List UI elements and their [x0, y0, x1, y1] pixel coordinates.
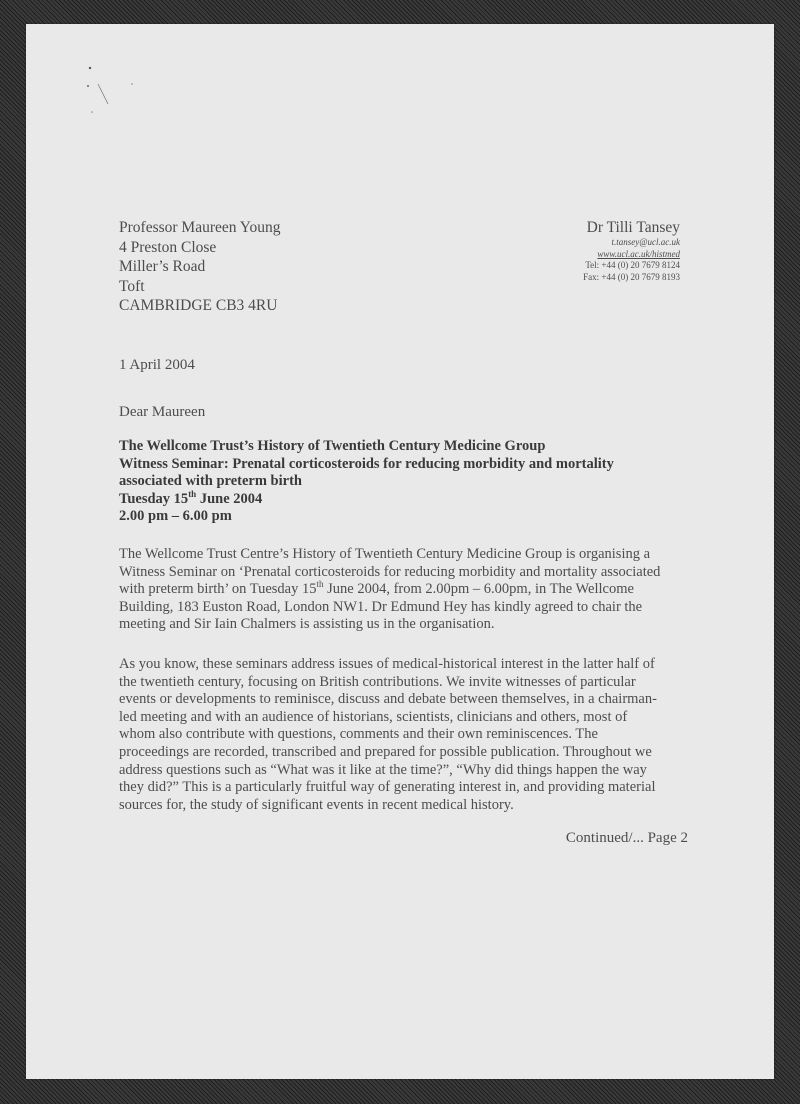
recipient-road: Miller’s Road: [119, 258, 206, 275]
recipient-street: 4 Preston Close: [119, 238, 217, 256]
paragraph-1-text: June 2004, from 2.00pm – 6.00pm, in The Wellcome: [323, 581, 634, 598]
salutation: Dear Maureen: [119, 404, 206, 420]
paragraph-2-line: they did?” This is a particularly fruitful way of generating interest in, and providing material: [119, 779, 656, 796]
paragraph-1-text: with preterm birth’ on Tuesday 15: [119, 581, 317, 598]
paragraph-2-line: the twentieth century, focusing on British contributions. We invite witnesses of particular: [119, 673, 636, 690]
subject-line-3: associated with preterm birth: [119, 473, 302, 489]
paragraph-1-line: Witness Seminar on ‘Prenatal corticosteroids for reducing morbidity and mortality associated: [119, 563, 661, 580]
subject-line-5: 2.00 pm – 6.00 pm: [119, 508, 232, 524]
paragraph-2: [119, 656, 694, 814]
subject-date-suffix: th: [188, 488, 197, 499]
letter-page: [26, 24, 774, 1079]
subject-line-2: Witness Seminar: Prenatal corticosteroids for reducing morbidity and mortality: [119, 455, 614, 472]
sender-website: www.ucl.ac.uk/histmed: [597, 248, 680, 259]
paragraph-1-line: Building, 183 Euston Road, London NW1. Dr Edmund Hey has kindly agreed to chair the: [119, 598, 643, 615]
sender-tel: Tel: +44 (0) 20 7679 8124: [585, 260, 680, 270]
paragraph-2-line: sources for, the study of significant events in recent medical history.: [119, 796, 514, 813]
paragraph-2-line: As you know, these seminars address issues of medical-historical interest in the latter half of: [119, 656, 655, 672]
paragraph-1-line: meeting and Sir Iain Chalmers is assisting us in the organisation.: [119, 616, 495, 633]
paragraph-1-line: [119, 581, 694, 599]
paragraph-1-suffix: th: [316, 579, 324, 590]
subject-line-4: [119, 488, 699, 509]
sender-name: Dr Tilli Tansey: [586, 219, 680, 236]
subject-date-month: June 2004: [196, 490, 263, 507]
subject-heading: [119, 438, 699, 526]
subject-line-1: The Wellcome Trust’s History of Twentieth Century Medicine Group: [119, 438, 546, 454]
continued-note: Continued/... Page 2: [565, 830, 688, 846]
recipient-name: Professor Maureen Young: [119, 219, 281, 236]
subject-date-day: Tuesday 15: [119, 490, 189, 507]
sender-fax: Fax: +44 (0) 20 7679 8193: [583, 271, 680, 282]
sender-email: t.tansey@ucl.ac.uk: [611, 237, 680, 247]
paragraph-1-line: The Wellcome Trust Centre’s History of Twentieth Century Medicine Group is organising a: [119, 546, 651, 562]
paragraph-2-line: led meeting and with an audience of historians, scientists, clinicians and others, most of: [119, 708, 628, 725]
paragraph-2-line: proceedings are recorded, transcribed and prepared for possible publication. Throughout we: [119, 743, 652, 760]
paragraph-2-line: events or developments to reminisce, discuss and debate between themselves, in a chairman-: [119, 691, 657, 708]
sender-details: [420, 218, 680, 283]
paper-specks: [84, 64, 144, 124]
letter-date: 1 April 2004: [119, 357, 195, 373]
recipient-city-postcode: CAMBRIDGE CB3 4RU: [119, 297, 278, 314]
paragraph-2-line: whom also contribute with questions, comments and their own reminiscences. The: [119, 726, 598, 743]
paragraph-2-line: address questions such as “What was it like at the time?”, “Why did things happen the way: [119, 761, 647, 778]
recipient-town: Toft: [119, 277, 145, 295]
paragraph-1: [119, 546, 694, 634]
recipient-address: [119, 218, 280, 316]
